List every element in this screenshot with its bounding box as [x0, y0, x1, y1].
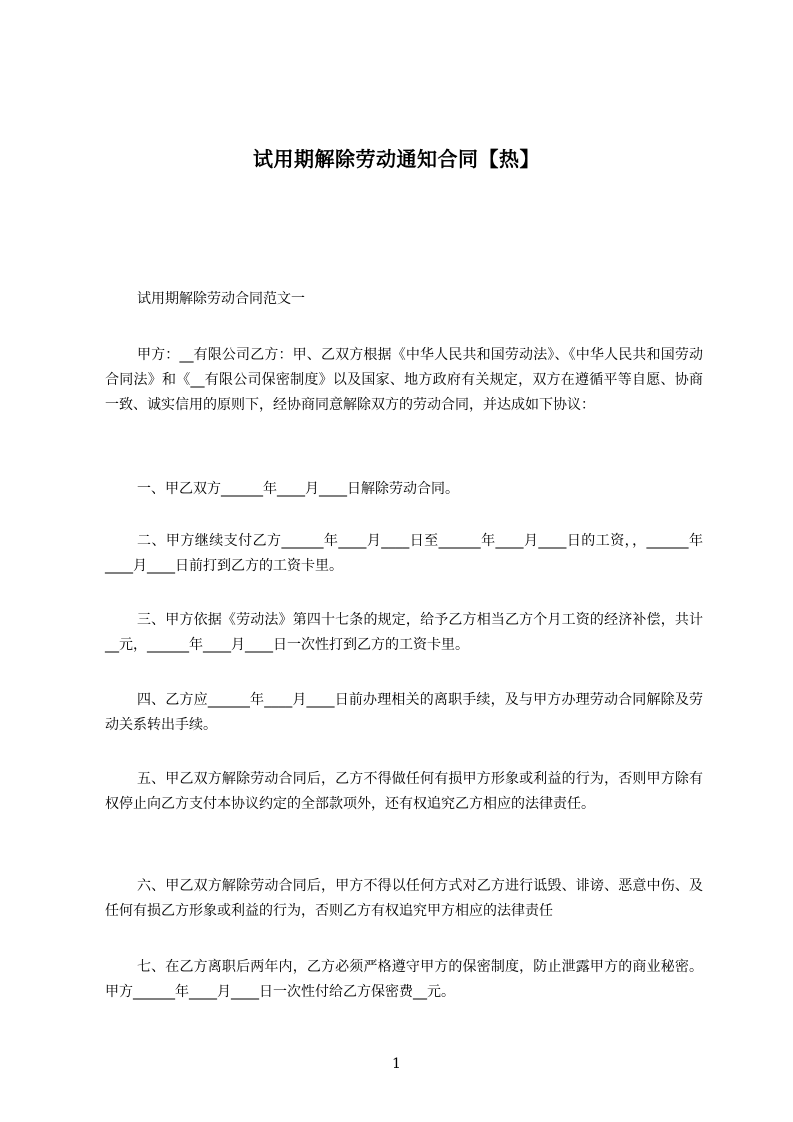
paragraph-clause-5: 五、甲乙双方解除劳动合同后，乙方不得做任何有损甲方形象或利益的行为，否则甲方除有权停止向乙方支付本协议约定的全部款项外，还有权追究乙方相应的法律责任。 [105, 771, 703, 812]
paragraph-clause-2: 二、甲方继续支付乙方______年____月____日至______年____月____日的工资，，______年____月____日前打到乙方的工资卡里。 [105, 533, 703, 574]
paragraph-parties: 甲方：__有限公司乙方：甲、乙双方根据《中华人民共和国劳动法》、《中华人民共和国劳动合同法》和《__有限公司保密制度》以及国家、地方政府有关规定，双方在遵循平等自愿、协商一致、诚实信用的原则下，经协商同意解除双方的劳动合同，并达成如下协议： [105, 347, 703, 413]
paragraph-clause-7: 七、在乙方离职后两年内，乙方必须严格遵守甲方的保密制度，防止泄露甲方的商业秘密。甲方______年____月____日一次性付给乙方保密费__元。 [105, 959, 703, 1000]
paragraph-clause-6: 六、甲乙双方解除劳动合同后，甲方不得以任何方式对乙方进行诋毁、诽谤、恶意中伤、及任何有损乙方形象或利益的行为，否则乙方有权追究甲方相应的法律责任 [105, 878, 703, 919]
paragraph-clause-1: 一、甲乙双方______年____月____日解除劳动合同。 [137, 481, 459, 497]
document-subtitle: 试用期解除劳动合同范文一 [137, 291, 305, 307]
page-number: 1 [392, 1056, 401, 1072]
paragraph-clause-3: 三、甲方依据《劳动法》第四十七条的规定，给予乙方相当乙方个月工资的经济补偿，共计__元，______年____月____日一次性打到乙方的工资卡里。 [105, 612, 703, 653]
paragraph-clause-4: 四、乙方应______年____月____日前办理相关的离职手续，及与甲方办理劳动合同解除及劳动关系转出手续。 [105, 692, 703, 733]
document-title: 试用期解除劳动通知合同【热】 [253, 147, 540, 171]
